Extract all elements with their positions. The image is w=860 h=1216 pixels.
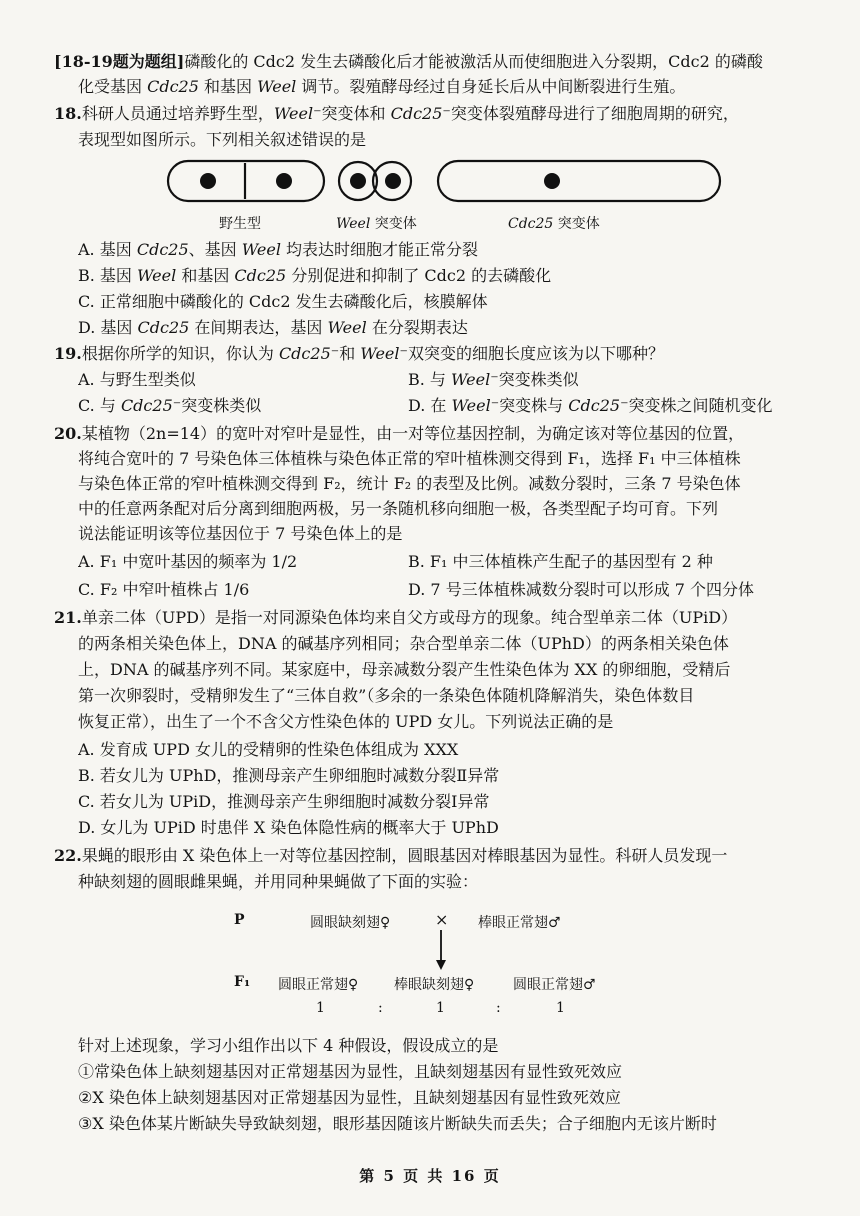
q19-option-a: A. 与野生型类似	[78, 370, 196, 389]
q19-option-b: B. 与 Weel⁻突变株类似	[408, 370, 579, 389]
q21-stem-line-5: 恢复正常），出生了一个不含父方性染色体的 UPD 女儿。下列说法正确的是	[78, 712, 614, 731]
ratio-3: 1	[556, 1000, 565, 1016]
q21-option-a: A. 发育成 UPD 女儿的受精卵的性染色体组成为 XXX	[78, 740, 459, 759]
q22-hypothesis-2: ②X 染色体上缺刻翅基因对正常翅基因为显性，且缺刻翅基因有显性致死效应	[78, 1088, 621, 1107]
q19-option-c: C. 与 Cdc25⁻突变株类似	[78, 396, 262, 415]
group-tag: [18-19题为题组]	[54, 52, 185, 71]
cdc25-nucleus	[544, 173, 560, 189]
cross-f1-label: F₁	[234, 974, 251, 990]
q18-option-c: C. 正常细胞中磷酸化的 Cdc2 发生去磷酸化后，核膜解体	[78, 292, 488, 311]
yeast-cell-figure	[166, 158, 726, 208]
weel-nucleus-left	[350, 173, 366, 189]
cdc25-cell	[438, 161, 720, 201]
q20-stem-line-3: 与染色体正常的窄叶植株测交得到 F₂，统计 F₂ 的表型及比例。减数分裂时，三条 7 号染色体	[78, 474, 741, 493]
cross-f1-a: 圆眼正常翅♀	[278, 977, 359, 993]
q20-option-c: C. F₂ 中窄叶植株占 1/6	[78, 580, 250, 599]
ratio-1: 1	[316, 1000, 325, 1016]
cross-arrow	[434, 928, 448, 972]
ratio-colon-1: :	[378, 1000, 383, 1016]
caption-cdc25-mutant: Cdc25 突变体	[508, 216, 600, 232]
cross-p-female: 圆眼缺刻翅♀	[310, 915, 391, 931]
intro-line-1: [18-19题为题组]磷酸化的 Cdc2 发生去磷酸化后才能被激活从而使细胞进入分裂期，Cdc2 的磷酸	[54, 52, 763, 71]
q20-option-a: A. F₁ 中宽叶基因的频率为 1/2	[78, 552, 298, 571]
q19-stem: 19.根据你所学的知识，你认为 Cdc25⁻和 Weel⁻双突变的细胞长度应该为以下哪种？	[54, 344, 664, 363]
q21-stem-line-1: 21.单亲二体（UPD）是指一对同源染色体均来自父方或母方的现象。纯合型单亲二体（UPiD）	[54, 608, 738, 627]
weel-nucleus-right	[385, 173, 401, 189]
caption-wild-type: 野生型	[219, 216, 261, 232]
wild-nucleus-left	[200, 173, 216, 189]
q20-option-b: B. F₁ 中三体植株产生配子的基因型有 2 种	[408, 552, 713, 571]
q22-stem-line-2: 种缺刻翅的圆眼雌果蝇，并用同种果蝇做了下面的实验：	[78, 872, 479, 891]
q19-option-d: D. 在 Weel⁻突变株与 Cdc25⁻突变株之间随机变化	[408, 396, 773, 415]
cross-symbol: ×	[435, 910, 449, 929]
cross-p-label: P	[234, 912, 245, 928]
cross-f1-b: 棒眼缺刻翅♀	[394, 977, 475, 993]
q20-option-d: D. 7 号三体植株减数分裂时可以形成 7 个四分体	[408, 580, 755, 599]
ratio-colon-2: :	[496, 1000, 501, 1016]
q21-stem-line-2: 的两条相关染色体上，DNA 的碱基序列相同；杂合型单亲二体（UPhD）的两条相关染色体	[78, 634, 729, 653]
q18-option-a: A. 基因 Cdc25、基因 Weel 均表达时细胞才能正常分裂	[78, 240, 479, 259]
q20-stem-line-5: 说法能证明该等位基因位于 7 号染色体上的是	[78, 524, 403, 543]
wild-nucleus-right	[276, 173, 292, 189]
q22-prompt: 针对上述现象，学习小组作出以下 4 种假设，假设成立的是	[78, 1036, 499, 1055]
q18-stem-line-2: 表现型如图所示。下列相关叙述错误的是	[78, 130, 367, 149]
cross-f1-c: 圆眼正常翅♂	[513, 977, 596, 993]
q21-option-d: D. 女儿为 UPiD 时患伴 X 染色体隐性病的概率大于 UPhD	[78, 818, 499, 837]
q18-option-b: B. 基因 Weel 和基因 Cdc25 分别促进和抑制了 Cdc2 的去磷酸化	[78, 266, 552, 285]
ratio-2: 1	[436, 1000, 445, 1016]
caption-weel-mutant: Weel 突变体	[336, 216, 417, 232]
q21-stem-line-4: 第一次卵裂时，受精卵发生了“三体自救”（多余的一条染色体随机降解消失，染色体数目	[78, 686, 695, 705]
q21-option-c: C. 若女儿为 UPiD，推测母亲产生卵细胞时减数分裂Ⅰ异常	[78, 792, 490, 811]
cross-p-male: 棒眼正常翅♂	[478, 915, 561, 931]
intro-line-2: 化受基因 Cdc25 和基因 Weel 调节。裂殖酵母经过自身延长后从中间断裂进行生殖。	[78, 77, 686, 96]
q20-stem-line-2: 将纯合宽叶的 7 号染色体三体植株与染色体正常的窄叶植株测交得到 F₁，选择 F₁ 中三体植株	[78, 449, 741, 468]
q20-stem-line-1: 20.某植物（2n=14）的宽叶对窄叶是显性，由一对等位基因控制，为确定该对等位基因的位置，	[54, 424, 745, 443]
q20-stem-line-4: 中的任意两条配对后分离到细胞两极，另一条随机移向细胞一极，各类型配子均可育。下列	[78, 499, 719, 518]
q18-stem-line-1: 18.科研人员通过培养野生型，Weel⁻突变体和 Cdc25⁻突变体裂殖酵母进行了细胞周期的研究，	[54, 104, 739, 123]
q18-option-d: D. 基因 Cdc25 在间期表达，基因 Weel 在分裂期表达	[78, 318, 468, 337]
q22-hypothesis-3: ③X 染色体某片断缺失导致缺刻翅，眼形基因随该片断缺失而丢失；合子细胞内无该片断时	[78, 1114, 717, 1133]
q22-hypothesis-1: ①常染色体上缺刻翅基因对正常翅基因为显性，且缺刻翅基因有显性致死效应	[78, 1062, 623, 1081]
q21-option-b: B. 若女儿为 UPhD，推测母亲产生卵细胞时减数分裂Ⅱ异常	[78, 766, 500, 785]
q21-stem-line-3: 上，DNA 的碱基序列不同。某家庭中，母亲减数分裂产生性染色体为 XX 的卵细胞，受精后	[78, 660, 731, 679]
q22-stem-line-1: 22.果蝇的眼形由 X 染色体上一对等位基因控制，圆眼基因对棒眼基因为显性。科研人员发现一	[54, 846, 728, 865]
page-footer: 第 5 页 共 16 页	[359, 1167, 501, 1185]
